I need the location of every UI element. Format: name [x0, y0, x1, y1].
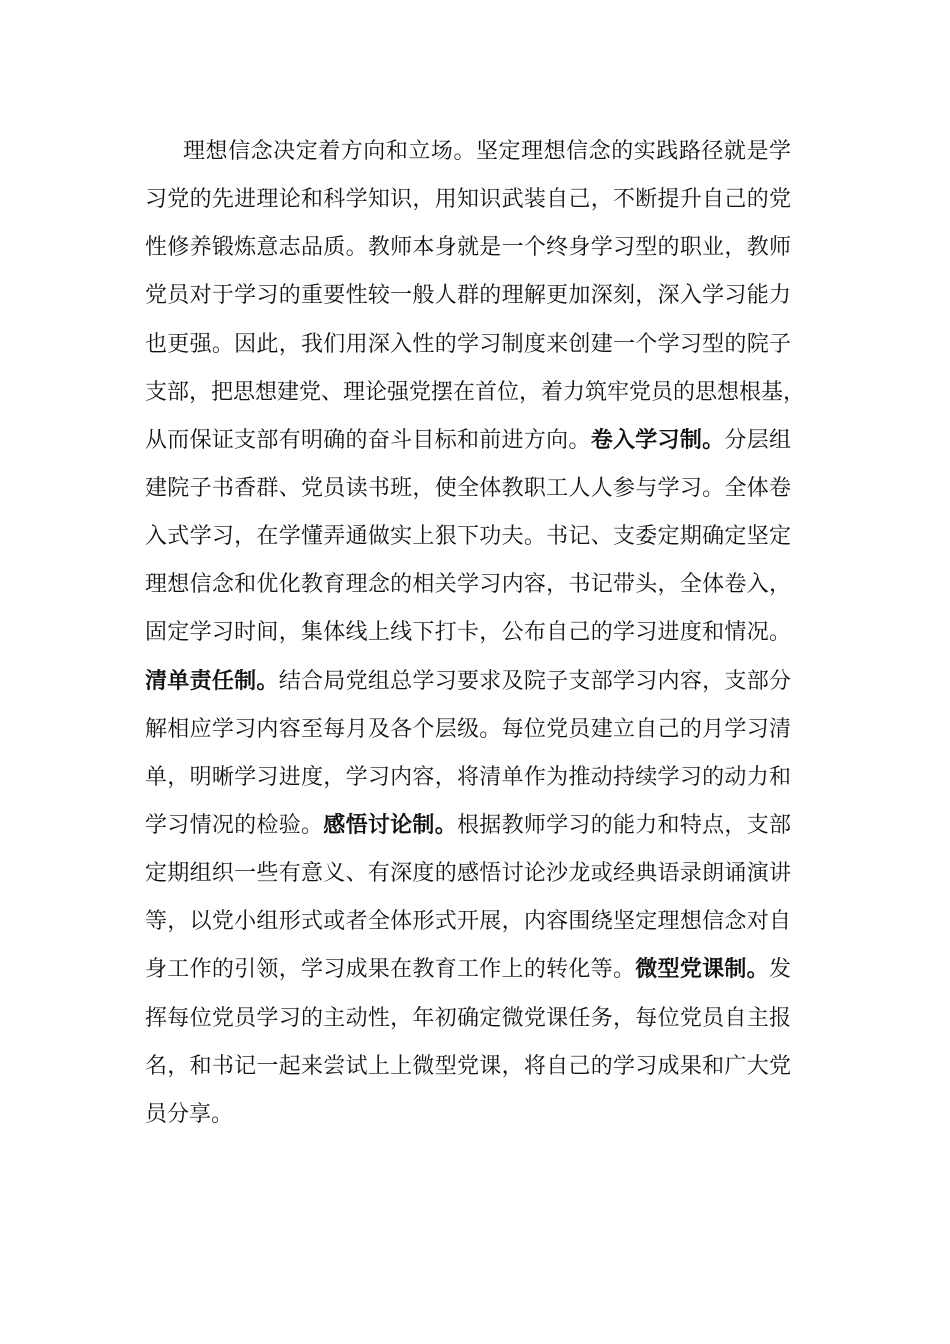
text-line [145, 898, 791, 946]
body-text: 解相应学习内容至每月及各个层级。每位党员建立自己的月学习清 [145, 716, 791, 742]
bold-heading-text: 微型党课制。 [635, 957, 769, 983]
text-line [145, 1043, 791, 1091]
text-line [145, 128, 791, 176]
text-line [145, 417, 791, 465]
body-text: 发 [768, 957, 791, 983]
text-line [145, 176, 791, 224]
body-text: 党员对于学习的重要性较一般人群的理解更加深刻，深入学习能力 [145, 283, 791, 309]
text-line [145, 706, 791, 754]
text-line [145, 561, 791, 609]
body-text: 固定学习时间，集体线上线下打卡，公布自己的学习进度和情况。 [145, 620, 791, 646]
text-line [145, 754, 791, 802]
text-line [145, 465, 791, 513]
body-text: 定期组织一些有意义、有深度的感悟讨论沙龙或经典语录朗诵演讲 [145, 861, 791, 887]
text-line [145, 995, 791, 1043]
text-line [145, 802, 791, 850]
text-line [145, 850, 791, 898]
body-text: 理想信念和优化教育理念的相关学习内容，书记带头，全体卷入， [145, 572, 791, 598]
text-line [145, 946, 791, 994]
document-paragraph [145, 128, 806, 1139]
text-line [145, 369, 806, 417]
body-text: 分层组 [724, 427, 791, 453]
bold-heading-text: 清单责任制。 [145, 668, 279, 694]
body-text: 支部，把思想建党、理论强党摆在首位，着力筑牢党员的思想根基， [145, 379, 806, 405]
body-text: 也更强。因此，我们用深入性的学习制度来创建一个学习型的院子 [145, 331, 791, 357]
bold-heading-text: 卷入学习制。 [590, 427, 725, 453]
body-text: 从而保证支部有明确的奋斗目标和前进方向。 [145, 427, 591, 453]
text-line [145, 224, 791, 272]
bold-heading-text: 感悟讨论制。 [323, 812, 457, 838]
body-text: 挥每位党员学习的主动性，年初确定微党课任务，每位党员自主报 [145, 1005, 791, 1031]
text-line [145, 609, 791, 657]
body-text: 性修养锻炼意志品质。教师本身就是一个终身学习型的职业，教师 [145, 235, 791, 261]
body-text: 根据教师学习的能力和特点，支部 [457, 812, 791, 838]
body-text: 结合局党组总学习要求及院子支部学习内容，支部分 [278, 668, 791, 694]
body-text: 理想信念决定着方向和立场。坚定理想信念的实践路径就是学 [183, 139, 791, 164]
body-text: 名，和书记一起来尝试上上微型党课，将自己的学习成果和广大党 [145, 1053, 791, 1079]
body-text: 员分享。 [145, 1101, 234, 1127]
text-line [145, 272, 791, 320]
body-text: 身工作的引领，学习成果在教育工作上的转化等。 [145, 957, 636, 983]
body-text: 入式学习，在学懂弄通做实上狠下功夫。书记、支委定期确定坚定 [145, 524, 791, 550]
body-text: 等，以党小组形式或者全体形式开展，内容围绕坚定理想信念对自 [145, 909, 791, 935]
body-text: 建院子书香群、党员读书班，使全体教职工人人参与学习。全体卷 [145, 475, 791, 501]
text-line [145, 1091, 791, 1139]
body-text: 习党的先进理论和科学知识，用知识武装自己，不断提升自己的党 [145, 187, 791, 213]
body-text: 学习情况的检验。 [145, 812, 324, 838]
text-line [145, 658, 791, 706]
text-line [145, 321, 791, 369]
body-text: 单，明晰学习进度，学习内容，将清单作为推动持续学习的动力和 [145, 764, 791, 790]
text-line [145, 513, 791, 561]
